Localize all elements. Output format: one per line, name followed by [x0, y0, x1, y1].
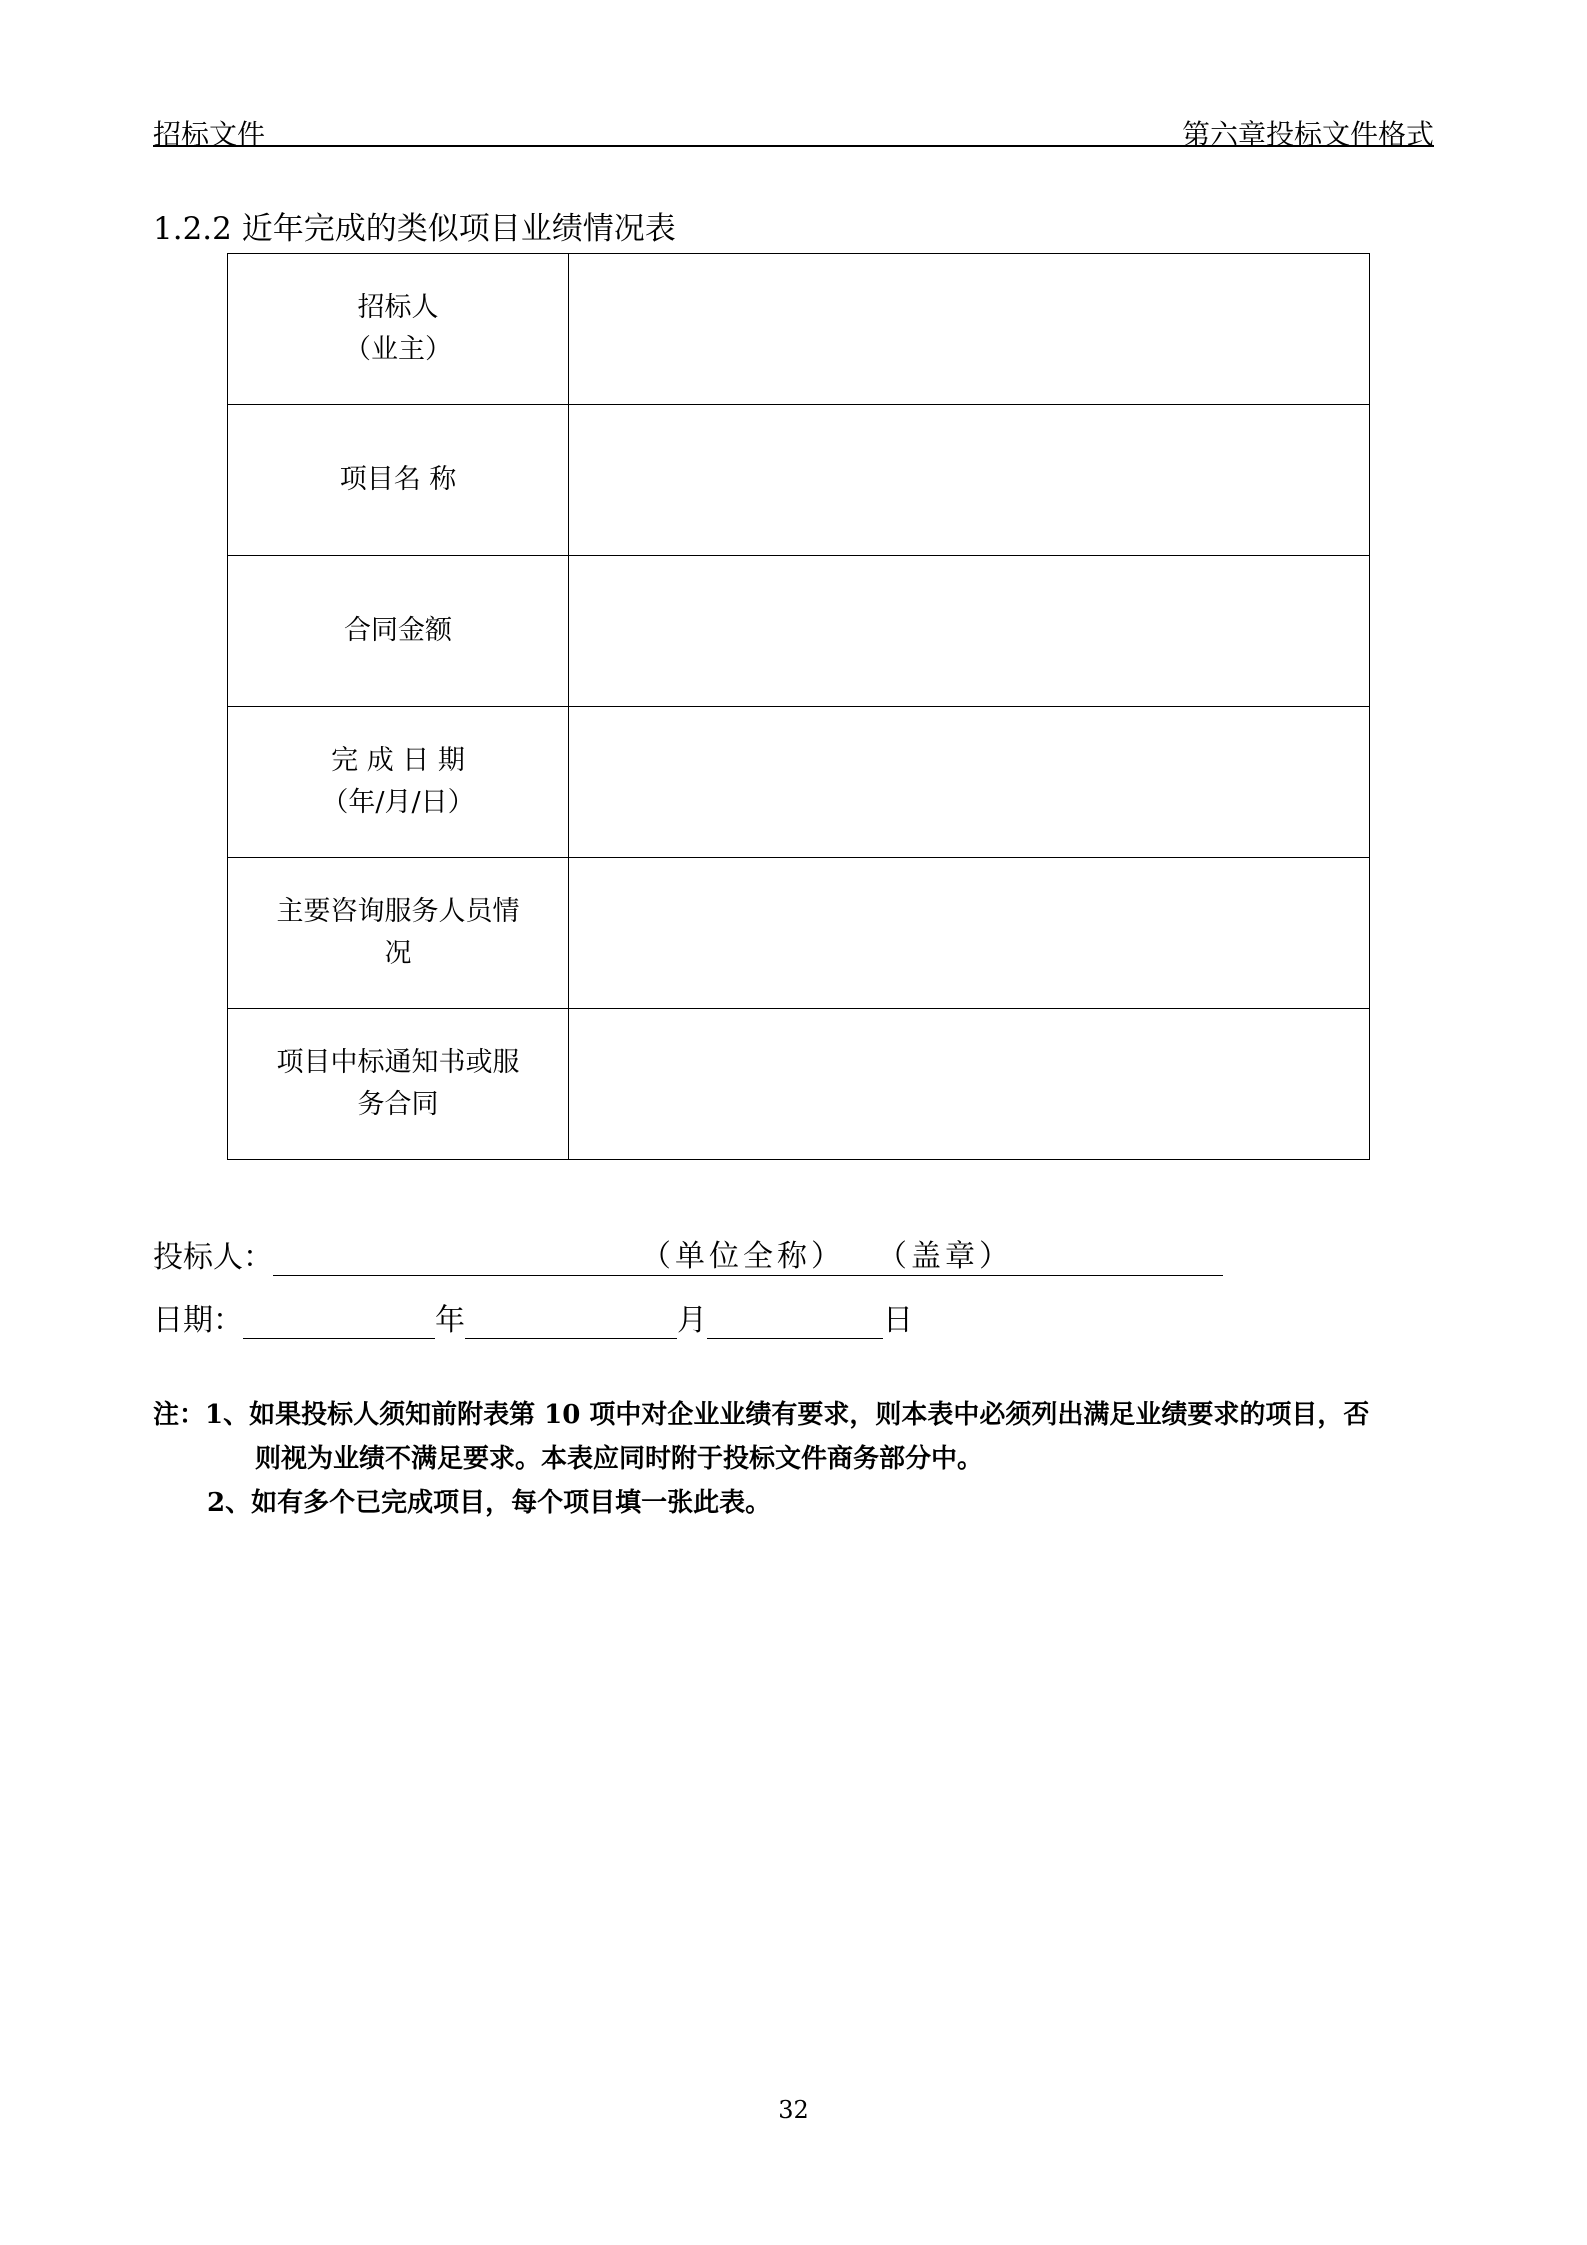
- day-label: 日: [883, 1303, 913, 1338]
- row-label: 合同金额: [228, 556, 569, 707]
- table-row: [228, 707, 1370, 858]
- date-label: 日期：: [153, 1303, 243, 1338]
- bidder-fill-line[interactable]: [273, 1241, 1223, 1276]
- performance-table: [227, 253, 1370, 1160]
- table-row: [228, 858, 1370, 1009]
- row-label: 招标人 （业主）: [228, 254, 569, 405]
- header-left: 招标文件: [153, 118, 266, 151]
- table-row: [228, 1009, 1370, 1160]
- row-value-cell[interactable]: [569, 858, 1370, 1009]
- date-line: [153, 1295, 913, 1339]
- row-value-cell[interactable]: [569, 556, 1370, 707]
- row-label: 项目中标通知书或服 务合同: [228, 1009, 569, 1160]
- year-label: 年: [435, 1303, 465, 1338]
- table-row: [228, 405, 1370, 556]
- header-right: 第六章投标文件格式: [1181, 118, 1434, 151]
- row-value-cell[interactable]: [569, 405, 1370, 556]
- month-label: 月: [677, 1303, 707, 1338]
- header-divider: [153, 145, 1434, 147]
- page-number: 32: [778, 2096, 809, 2124]
- month-fill-line[interactable]: [465, 1304, 677, 1339]
- section-title: 1.2.2 近年完成的类似项目业绩情况表: [153, 211, 676, 247]
- day-fill-line[interactable]: [707, 1304, 883, 1339]
- seal-label: （盖章）: [877, 1239, 1013, 1274]
- row-value-cell[interactable]: [569, 707, 1370, 858]
- row-label: 主要咨询服务人员情 况: [228, 858, 569, 1009]
- notes: [153, 1393, 1453, 1525]
- year-fill-line[interactable]: [243, 1304, 435, 1339]
- table-row: [228, 254, 1370, 405]
- row-label: 项目名 称: [228, 405, 569, 556]
- note-line-3: 2、如有多个已完成项目，每个项目填一张此表。: [207, 1488, 772, 1518]
- bidder-label: 投标人：: [153, 1240, 273, 1275]
- row-label: 完 成 日 期 （年/月/日）: [228, 707, 569, 858]
- row-value-cell[interactable]: [569, 254, 1370, 405]
- note-line-1: 注：1、如果投标人须知前附表第 10 项中对企业业绩有要求，则本表中必须列出满足业绩要求的项目，否: [153, 1400, 1370, 1430]
- table-row: [228, 556, 1370, 707]
- bidder-signature-line: [153, 1232, 1223, 1276]
- note-line-2: 则视为业绩不满足要求。本表应同时附于投标文件商务部分中。: [255, 1444, 984, 1474]
- unit-full-name-label: （单位全称）: [641, 1239, 845, 1274]
- row-value-cell[interactable]: [569, 1009, 1370, 1160]
